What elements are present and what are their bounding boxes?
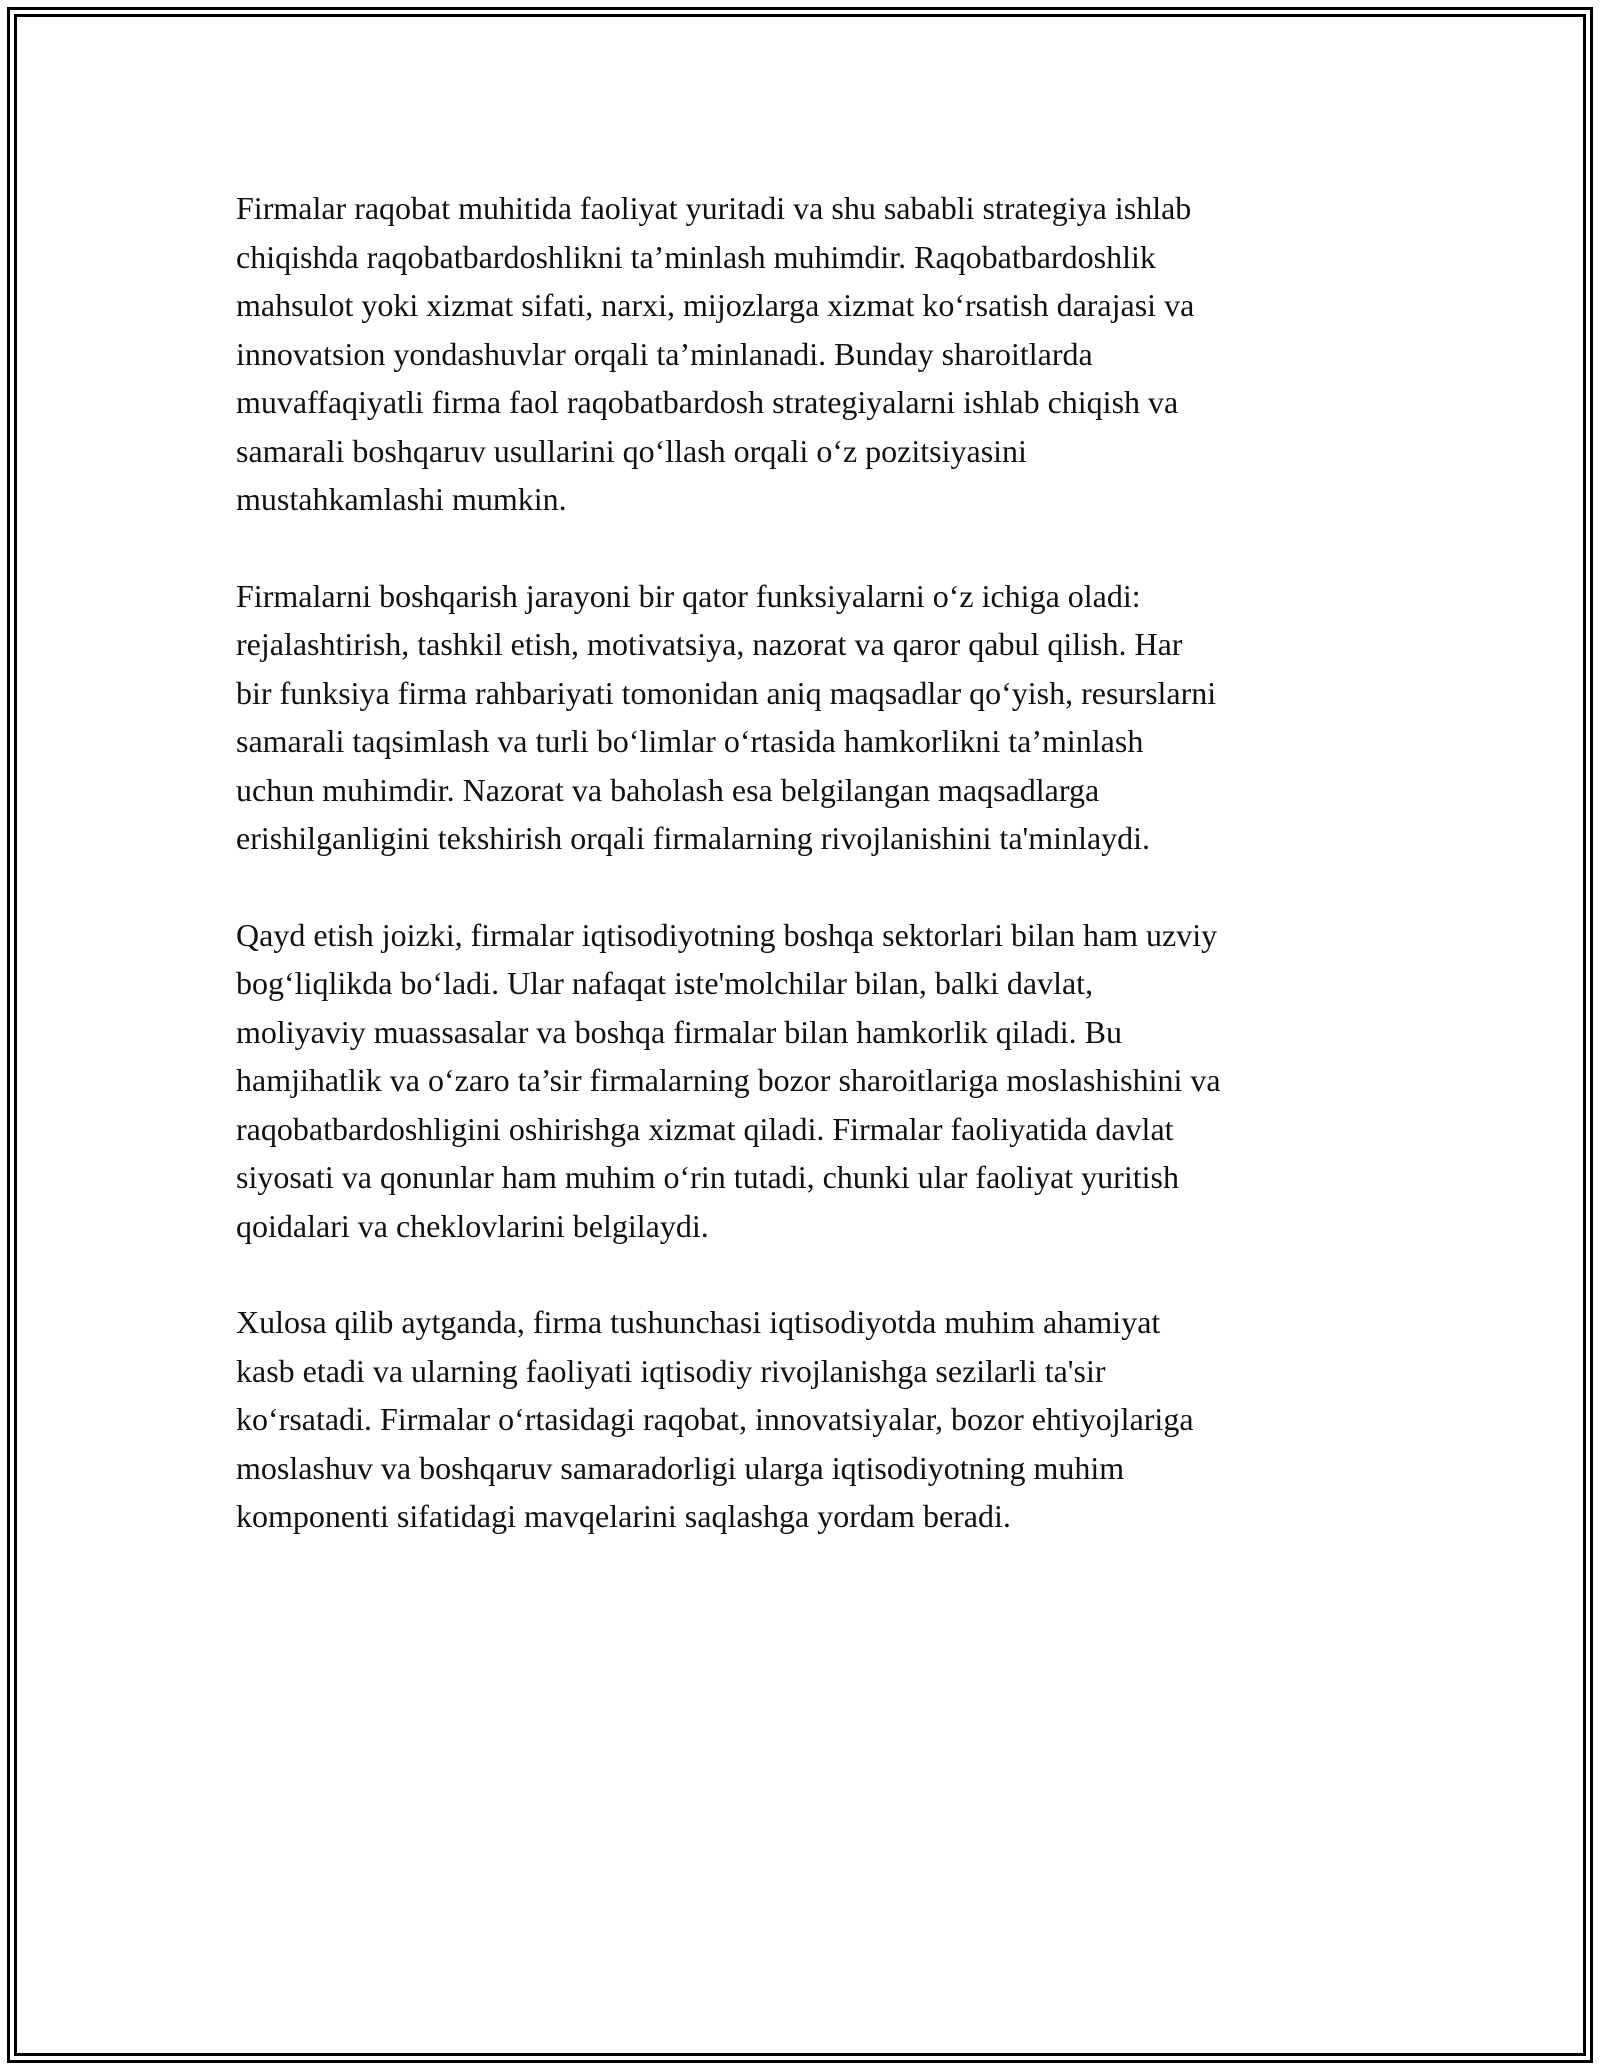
paragraph-1: Firmalar raqobat muhitida faoliyat yuritadi va shu sababli strategiya ishlab chiqishda raqobatbardoshlikni ta’minlash muhimdir. Raqobatbardoshlik mahsulot yoki xizmat sifati, narxi, mijozlarga xizmat ko‘rsatish darajasi va innovatsion yondashuvlar orqali ta’minlanadi. Bunday sharoitlarda muvaffaqiyatli firma faol raqobatbardosh strategiyalarni ishlab chiqish va samarali boshqaruv usullarini qo‘llash orqali o‘z pozitsiyasini mustahkamlashi mumkin. <box>236 190 1195 517</box>
paragraph-3: Qayd etish joizki, firmalar iqtisodiyotning boshqa sektorlari bilan ham uzviy bog‘liqlikda bo‘ladi. Ular nafaqat iste'molchilar bilan, balki davlat, moliyaviy muassasalar va boshqa firmalar bilan hamkorlik qiladi. Bu hamjihatlik va o‘zaro ta’sir firmalarning bozor sharoitlariga moslashishini va raqobatbardoshligini oshirishga xizmat qiladi. Firmalar faoliyatida davlat siyosati va qonunlar ham muhim o‘rin tutadi, chunki ular faoliyat yuritish qoidalari va cheklovlarini belgilaydi. <box>236 916 1221 1244</box>
paragraph-2: Firmalarni boshqarish jarayoni bir qator funksiyalarni o‘z ichiga oladi: rejalashtirish, tashkil etish, motivatsiya, nazorat va qaror qabul qilish. Har bir funksiya firma rahbariyati tomonidan aniq maqsadlar qo‘yish, resurslarni samarali taqsimlash va turli bo‘limlar o‘rtasida hamkorlikni ta’minlash uchun muhimdir. Nazorat va baholash esa belgilangan maqsadlarga erishilganligini tekshirish orqali firmalarning rivojlanishini ta'minlaydi. <box>236 577 1217 856</box>
document-body <box>236 184 1376 1589</box>
paragraph-4: Xulosa qilib aytganda, firma tushunchasi iqtisodiyotda muhim ahamiyat kasb etadi va ularning faoliyati iqtisodiy rivojlanishga sezilarli ta'sir ko‘rsatadi. Firmalar o‘rtasidagi raqobat, innovatsiyalar, bozor ehtiyojlariga moslashuv va boshqaruv samaradorligi ularga iqtisodiyotning muhim komponenti sifatidagi mavqelarini saqlashga yordam beradi. <box>236 1304 1194 1534</box>
